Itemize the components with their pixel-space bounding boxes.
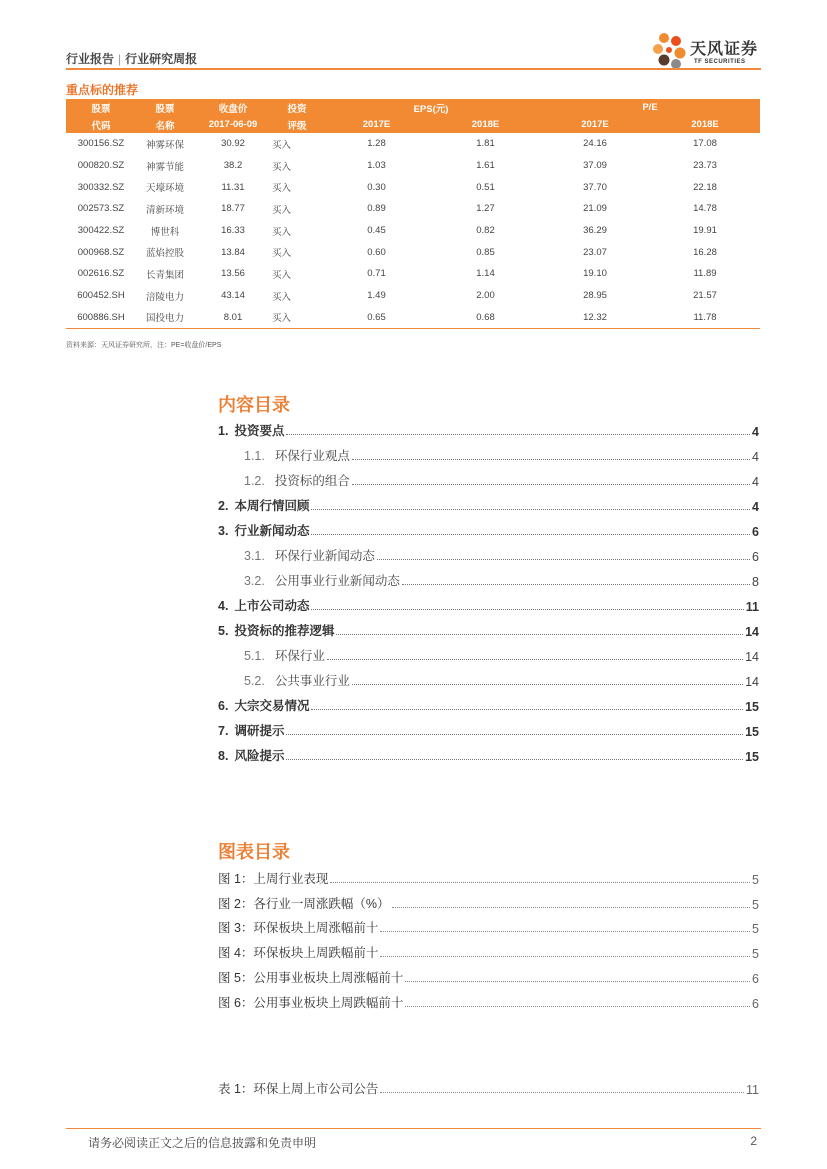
toc-entry[interactable] [218, 623, 759, 639]
toc-entry-text: 公共事业行业 [274, 674, 350, 688]
toc-entry-label [244, 646, 325, 664]
table-body [66, 133, 760, 329]
table-cell: 19.10 [583, 268, 607, 280]
toc-entry-number: 4. [218, 599, 229, 613]
figure-leader-dots [405, 1006, 750, 1007]
table-cell: 0.45 [367, 225, 386, 237]
toc-entry-label [218, 596, 309, 614]
table-cell: 0.68 [431, 307, 540, 329]
figure-entry-label: 图 5：公用事业板块上周涨幅前十 [218, 971, 404, 985]
toc-leader-dots [352, 459, 750, 460]
table-cell: 12.32 [540, 307, 650, 329]
toc-entry-page: 6 [752, 550, 759, 564]
table-leader-dots [380, 1092, 744, 1093]
table-cell: 蓝焰控股 [145, 248, 184, 260]
toc-entry-number: 3.1. [244, 549, 265, 563]
toc-leader-dots [352, 684, 743, 685]
table-cell: 23.73 [693, 160, 717, 172]
toc-leader-dots [377, 559, 750, 560]
table-header-cell: 2018E [431, 116, 540, 133]
toc-entry-page: 15 [745, 725, 759, 739]
table-cell: 涪陵电力 [145, 291, 184, 303]
table-cell: 28.95 [583, 290, 607, 302]
table-row [66, 133, 760, 155]
table-cell: 神雾节能 [145, 161, 184, 173]
table-cell: 600886.SH [66, 307, 136, 329]
logo-flower-icon [650, 30, 690, 72]
table-cell: 17.08 [693, 138, 717, 150]
toc-leader-dots [286, 434, 750, 435]
table-cell: 002573.SZ [77, 203, 125, 215]
table-cell: 002616.SZ [77, 268, 125, 280]
table-cell: 11.31 [221, 181, 245, 193]
table-header-row-1 [66, 99, 760, 116]
toc-entry[interactable] [244, 548, 759, 564]
table-cell: 8.01 [194, 307, 272, 329]
table-cell: 博世科 [150, 226, 180, 238]
table-cell: 38.2 [223, 160, 243, 172]
toc-entry[interactable] [218, 423, 759, 439]
table-cell: 0.85 [476, 246, 495, 258]
table-cell: 0.51 [476, 181, 495, 193]
figure-entry[interactable] [218, 970, 759, 986]
table-cell: 30.92 [221, 138, 245, 150]
table-cell: 买入 [272, 269, 292, 281]
toc-entry-text: 投资标的推荐逻辑 [234, 624, 335, 638]
logo-english-name: TF SECURITIES [694, 59, 746, 65]
table-cell: 1.81 [476, 138, 495, 150]
figure-entry-label: 图 1：上周行业表现 [218, 872, 329, 886]
table-cell: 0.60 [367, 246, 386, 258]
table-cell: 43.14 [221, 290, 245, 302]
table-cell: 23.07 [583, 246, 607, 258]
toc-entry-label [218, 621, 334, 639]
table-header-cell: 2017E [540, 116, 650, 133]
table-cell: 300422.SZ [77, 225, 125, 237]
toc-entry-page: 14 [745, 650, 759, 664]
table-entry[interactable] [218, 1081, 759, 1097]
toc-leader-dots [336, 634, 743, 635]
figure-entry-page: 5 [752, 922, 759, 936]
report-type-label: 行业报告 [66, 52, 115, 66]
figure-leader-dots [405, 981, 750, 982]
figure-entry[interactable] [218, 945, 759, 961]
figure-entry-page: 6 [752, 972, 759, 986]
table-header-cell: 投资 [272, 99, 322, 116]
figure-entry-label: 图 4：环保板块上周跌幅前十 [218, 946, 379, 960]
table-cell: 22.18 [693, 181, 717, 193]
toc-entry-number: 7. [218, 724, 229, 738]
toc-entry[interactable] [244, 648, 759, 664]
toc-entry-page: 15 [745, 750, 759, 764]
toc-leader-dots [286, 759, 743, 760]
toc-leader-dots [311, 709, 743, 710]
table-cell: 18.77 [221, 203, 245, 215]
table-cell: 买入 [272, 226, 292, 238]
table-cell: 买入 [272, 307, 322, 329]
table-cell: 1.03 [367, 160, 386, 172]
figure-entry-page: 5 [752, 947, 759, 961]
table-source-note: 资料来源：天风证券研究所，注：PE=收盘价/EPS [66, 342, 222, 349]
table-cell: 37.70 [583, 181, 607, 193]
report-type-header [66, 50, 197, 67]
table-header-cell: P/E [540, 99, 760, 116]
table-cell: 长青集团 [145, 269, 184, 281]
toc-entry-number: 5.2. [244, 674, 265, 688]
table-cell: 1.28 [367, 138, 386, 150]
toc-entry-label [218, 746, 284, 764]
figure-entry-page: 6 [752, 997, 759, 1011]
table-header-row-2 [66, 116, 760, 133]
logo-chinese-name: 天风证券 [690, 41, 759, 58]
toc-leader-dots [402, 584, 750, 585]
table-cell: 19.91 [693, 225, 717, 237]
table-cell: 14.78 [693, 203, 717, 215]
figure-leader-dots [392, 907, 751, 908]
toc-entry[interactable] [218, 748, 759, 764]
table-cell: 16.33 [221, 225, 245, 237]
table-cell: 天壕环境 [145, 183, 184, 195]
figure-entry[interactable] [218, 871, 759, 887]
toc-entry-text: 本周行情回顾 [234, 499, 310, 513]
table-cell: 清新环境 [145, 204, 184, 216]
table-cell: 买入 [272, 291, 292, 303]
table-cell: 11.78 [650, 307, 760, 329]
table-cell: 0.30 [367, 181, 386, 193]
table-header-cell: 股票 [136, 99, 194, 116]
table-header-cell: 评级 [272, 116, 322, 133]
toc-leader-dots [286, 734, 743, 735]
toc-entry[interactable] [218, 698, 759, 714]
toc-entry-label [244, 571, 400, 589]
header-divider [66, 68, 761, 70]
table-row [66, 307, 760, 329]
table-row [66, 241, 760, 263]
table-row [66, 263, 760, 285]
table-cell: 买入 [272, 161, 292, 173]
toc-entry-page: 6 [752, 525, 759, 539]
toc-entry-label [218, 696, 309, 714]
toc-entry-text: 环保行业新闻动态 [274, 549, 375, 563]
toc-entry-number: 2. [218, 499, 229, 513]
toc-entry-page: 4 [752, 450, 759, 464]
table-cell: 0.89 [367, 203, 386, 215]
toc-entry-page: 11 [745, 600, 759, 614]
toc-entry[interactable] [218, 523, 759, 539]
figure-leader-dots [330, 882, 750, 883]
toc-entry-page: 4 [752, 500, 759, 514]
table-cell: 37.09 [583, 160, 607, 172]
toc-entry-page: 14 [745, 625, 759, 639]
table-row [66, 285, 760, 307]
table-header-cell: 2018E [650, 116, 760, 133]
toc-entry-text: 大宗交易情况 [234, 699, 310, 713]
table-cell: 1.61 [476, 160, 495, 172]
figure-entry[interactable] [218, 896, 759, 912]
table-cell: 13.56 [221, 268, 245, 280]
toc-entry-text: 风险提示 [234, 749, 285, 763]
toc-entry-text: 投资要点 [234, 424, 285, 438]
table-cell: 买入 [272, 139, 292, 151]
table-cell: 0.82 [476, 225, 495, 237]
figure-list-title: 图表目录 [218, 842, 290, 862]
table-cell: 买入 [272, 248, 292, 260]
toc-entry-number: 8. [218, 749, 229, 763]
figure-entry-label: 图 2：各行业一周涨跌幅（%） [218, 897, 390, 911]
table-cell: 13.84 [221, 246, 245, 258]
table-cell: 国投电力 [136, 307, 194, 329]
table-cell: 0.71 [367, 268, 386, 280]
toc-entry-number: 3.2. [244, 574, 265, 588]
recommendation-title: 重点标的推荐 [66, 83, 139, 97]
table-cell: 36.29 [583, 225, 607, 237]
table-header-cell: 收盘价 [194, 99, 272, 116]
report-subtype-label: 行业研究周报 [125, 52, 198, 66]
table-cell: 000968.SZ [77, 246, 125, 258]
figure-entry[interactable] [218, 995, 759, 1011]
table-cell: 21.57 [693, 290, 717, 302]
toc-leader-dots [311, 534, 750, 535]
toc-leader-dots [352, 484, 750, 485]
toc-entry-number: 3. [218, 524, 229, 538]
table-cell: 300156.SZ [77, 138, 125, 150]
table-row [66, 176, 760, 198]
page-number: 2 [750, 1134, 757, 1148]
table-cell: 24.16 [583, 138, 607, 150]
toc-entry-text: 投资标的组合 [274, 474, 350, 488]
table-cell: 16.28 [693, 246, 717, 258]
toc-leader-dots [311, 509, 750, 510]
table-cell: 11.89 [693, 268, 717, 280]
toc-entry[interactable] [244, 573, 759, 589]
toc-entry-text: 环保行业 [274, 649, 325, 663]
table-entry-page: 11 [746, 1083, 759, 1097]
table-entry-label: 表 1：环保上周上市公司公告 [218, 1082, 379, 1096]
toc-leader-dots [327, 659, 743, 660]
toc-entry-label [218, 496, 309, 514]
figure-leader-dots [380, 956, 750, 957]
toc-entry[interactable] [218, 723, 759, 739]
toc-entry-label [218, 721, 284, 739]
table-cell: 2.00 [476, 290, 495, 302]
company-logo [650, 30, 770, 72]
toc-entry-label [218, 521, 309, 539]
toc-entry-label [218, 421, 284, 439]
figure-leader-dots [380, 931, 750, 932]
header-separator: | [118, 52, 122, 66]
toc-entry-page: 8 [752, 575, 759, 589]
table-cell: 21.09 [583, 203, 607, 215]
table-row [66, 198, 760, 220]
toc-entry-page: 4 [752, 425, 759, 439]
table-cell: 买入 [272, 183, 292, 195]
toc-entry-text: 公用事业行业新闻动态 [274, 574, 400, 588]
table-header-cell: 2017-06-09 [194, 116, 272, 133]
table-cell: 0.65 [322, 307, 431, 329]
table-cell: 1.49 [367, 290, 386, 302]
toc-entry[interactable] [218, 498, 759, 514]
table-header-cell: 名称 [136, 116, 194, 133]
table-row [66, 220, 760, 242]
toc-entry-label [244, 671, 350, 689]
toc-leader-dots [311, 609, 743, 610]
toc-entry-number: 5. [218, 624, 229, 638]
toc-entry-page: 4 [752, 475, 759, 489]
table-cell: 000820.SZ [77, 160, 125, 172]
toc-entry[interactable] [218, 598, 759, 614]
table-header-cell: 股票 [66, 99, 136, 116]
toc-entry-page: 15 [745, 700, 759, 714]
table-header-cell: EPS(元) [322, 99, 540, 116]
toc-entry-number: 6. [218, 699, 229, 713]
table-cell: 买入 [272, 204, 292, 216]
table-row [66, 155, 760, 177]
toc-entry-number: 1. [218, 424, 229, 438]
table-header-cell: 代码 [66, 116, 136, 133]
toc-entry-text: 行业新闻动态 [234, 524, 310, 538]
toc-entry-label [244, 471, 350, 489]
table-header-cell: 2017E [322, 116, 431, 133]
toc-title: 内容目录 [218, 395, 290, 415]
table-cell: 神雾环保 [145, 139, 184, 151]
figure-entry-label: 图 3：环保板块上周涨幅前十 [218, 921, 379, 935]
table-cell: 300332.SZ [77, 181, 125, 193]
recommendation-table [66, 99, 760, 329]
footer-disclaimer: 请务必阅读正文之后的信息披露和免责申明 [88, 1136, 317, 1150]
toc-entry-number: 1.1. [244, 449, 265, 463]
toc-entry-text: 调研提示 [234, 724, 285, 738]
toc-entry-page: 14 [745, 675, 759, 689]
figure-entry[interactable] [218, 920, 759, 936]
toc-entry[interactable] [244, 473, 759, 489]
toc-entry[interactable] [244, 448, 759, 464]
figure-entry-page: 5 [752, 873, 759, 887]
toc-entry-text: 上市公司动态 [234, 599, 310, 613]
toc-entry-text: 环保行业观点 [274, 449, 350, 463]
table-cell: 1.27 [476, 203, 495, 215]
table-cell: 1.14 [476, 268, 495, 280]
toc-entry-number: 5.1. [244, 649, 265, 663]
toc-entry[interactable] [244, 673, 759, 689]
footer-divider [66, 1128, 761, 1129]
toc-entry-number: 1.2. [244, 474, 265, 488]
table-cell: 600452.SH [77, 290, 125, 302]
figure-entry-label: 图 6：公用事业板块上周跌幅前十 [218, 996, 404, 1010]
toc-entry-label [244, 446, 350, 464]
toc-entry-label [244, 546, 375, 564]
figure-entry-page: 5 [752, 898, 759, 912]
